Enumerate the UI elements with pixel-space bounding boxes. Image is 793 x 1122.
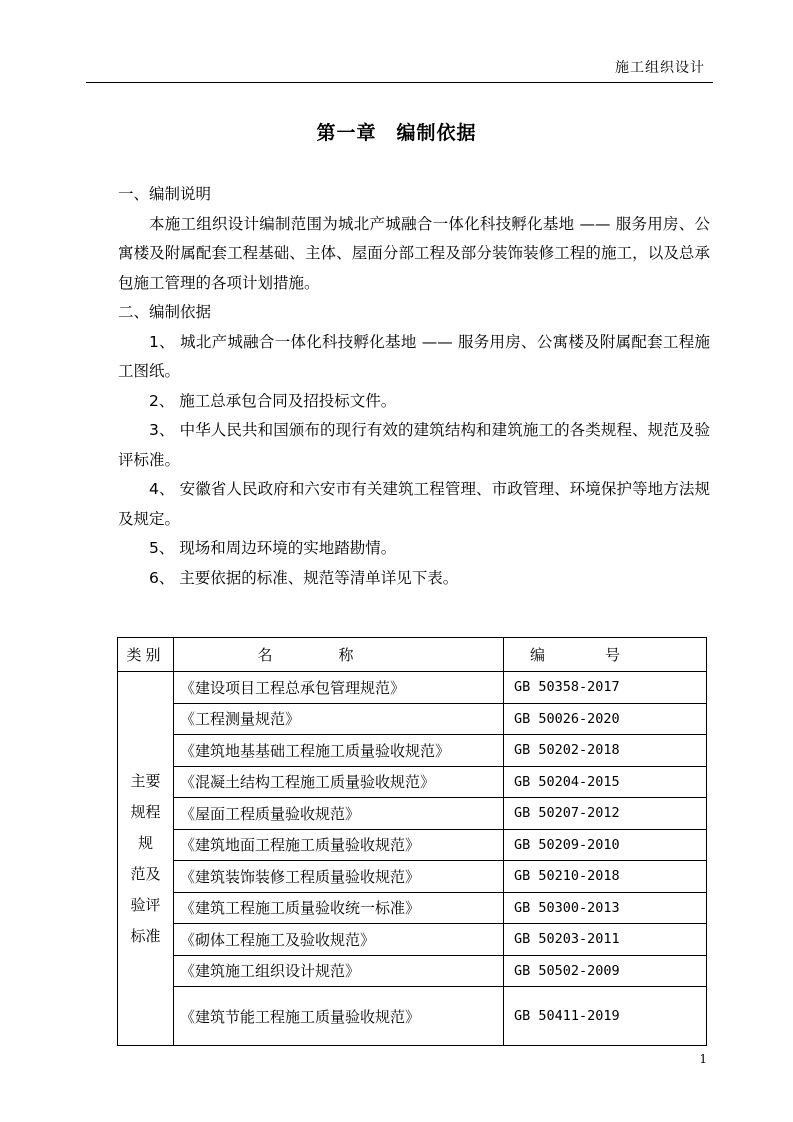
category-line: 标准 — [130, 926, 161, 945]
section-heading: 一、编制说明 — [118, 185, 212, 203]
table-row — [118, 955, 707, 987]
header-divider — [86, 82, 713, 83]
table-row — [118, 861, 707, 893]
table-row — [118, 987, 707, 1046]
standard-name: 《建筑地面工程施工质量验收规范》 — [174, 829, 504, 861]
category-line: 主要 — [130, 771, 161, 790]
standard-name: 《屋面工程质量验收规范》 — [174, 798, 504, 830]
standard-code: GB 50411-2019 — [504, 987, 707, 1046]
table-row — [118, 798, 707, 830]
chapter-title: 第一章 编制依据 — [316, 122, 477, 144]
standard-code: GB 50207-2012 — [504, 798, 707, 830]
standard-code: GB 50202-2018 — [504, 735, 707, 767]
standard-code: GB 50210-2018 — [504, 861, 707, 893]
table-row — [118, 829, 707, 861]
standard-code: GB 50358-2017 — [504, 672, 707, 704]
standard-name: 《建筑工程施工质量验收统一标准》 — [174, 892, 504, 924]
standard-code: GB 50204-2015 — [504, 766, 707, 798]
standards-table — [117, 637, 707, 1046]
table-row — [118, 735, 707, 767]
header-code: 编号 — [504, 638, 707, 672]
table-row — [118, 703, 707, 735]
standard-name: 《建筑地基基础工程施工质量验收规范》 — [174, 735, 504, 767]
list-item: 5、 现场和周边环境的实地踏勘情。 — [149, 539, 397, 557]
section-heading: 二、编制依据 — [118, 303, 212, 321]
list-item: 2、 施工总承包合同及招投标文件。 — [149, 391, 397, 410]
list-item: 4、 安徽省人民政府和六安市有关建筑工程管理、市政管理、环境保护等地方法规及规定。 — [118, 480, 710, 528]
category-line: 验评 — [130, 895, 161, 914]
category-line: 范及 — [130, 864, 161, 883]
standard-name: 《建筑节能工程施工质量验收规范》 — [174, 987, 504, 1046]
paragraph: 本施工组织设计编制范围为城北产城融合一体化科技孵化基地 —— 服务用房、公寓楼及附属配套工程基础、主体、屋面分部工程及部分装饰装修工程的施工，以及总承包施工管理的各项计划措施。 — [118, 214, 710, 292]
list-item: 3、 中华人民共和国颁布的现行有效的建筑结构和建筑施工的各类规程、规范及验评标准。 — [118, 421, 710, 469]
table-header-row — [118, 638, 707, 672]
header-name: 名称 — [174, 638, 504, 672]
standard-name: 《建筑施工组织设计规范》 — [174, 955, 504, 987]
table-row — [118, 672, 707, 704]
list-item: 1、 城北产城融合一体化科技孵化基地 —— 服务用房、公寓楼及附属配套工程施工图纸。 — [118, 332, 710, 380]
standard-code: GB 50502-2009 — [504, 955, 707, 987]
table-row — [118, 892, 707, 924]
standard-name: 《砌体工程施工及验收规范》 — [174, 924, 504, 956]
document-body — [118, 180, 710, 593]
standard-name: 《建筑装饰装修工程质量验收规范》 — [174, 861, 504, 893]
running-header: 施工组织设计 — [615, 60, 705, 76]
standard-name: 《建设项目工程总承包管理规范》 — [174, 672, 504, 704]
category-line: 规程 — [130, 802, 161, 821]
standard-code: GB 50203-2011 — [504, 924, 707, 956]
standard-name: 《工程测量规范》 — [174, 703, 504, 735]
standard-code: GB 50300-2013 — [504, 892, 707, 924]
category-line: 规 — [137, 833, 153, 852]
standard-name: 《混凝土结构工程施工质量验收规范》 — [174, 766, 504, 798]
standard-code: GB 50209-2010 — [504, 829, 707, 861]
table-row — [118, 766, 707, 798]
list-item: 6、 主要依据的标准、规范等清单详见下表。 — [149, 568, 459, 587]
header-category: 类别 — [118, 638, 174, 672]
standard-code: GB 50026-2020 — [504, 703, 707, 735]
category-cell — [118, 672, 174, 1046]
page-number: 1 — [699, 1052, 707, 1066]
table-row — [118, 924, 707, 956]
